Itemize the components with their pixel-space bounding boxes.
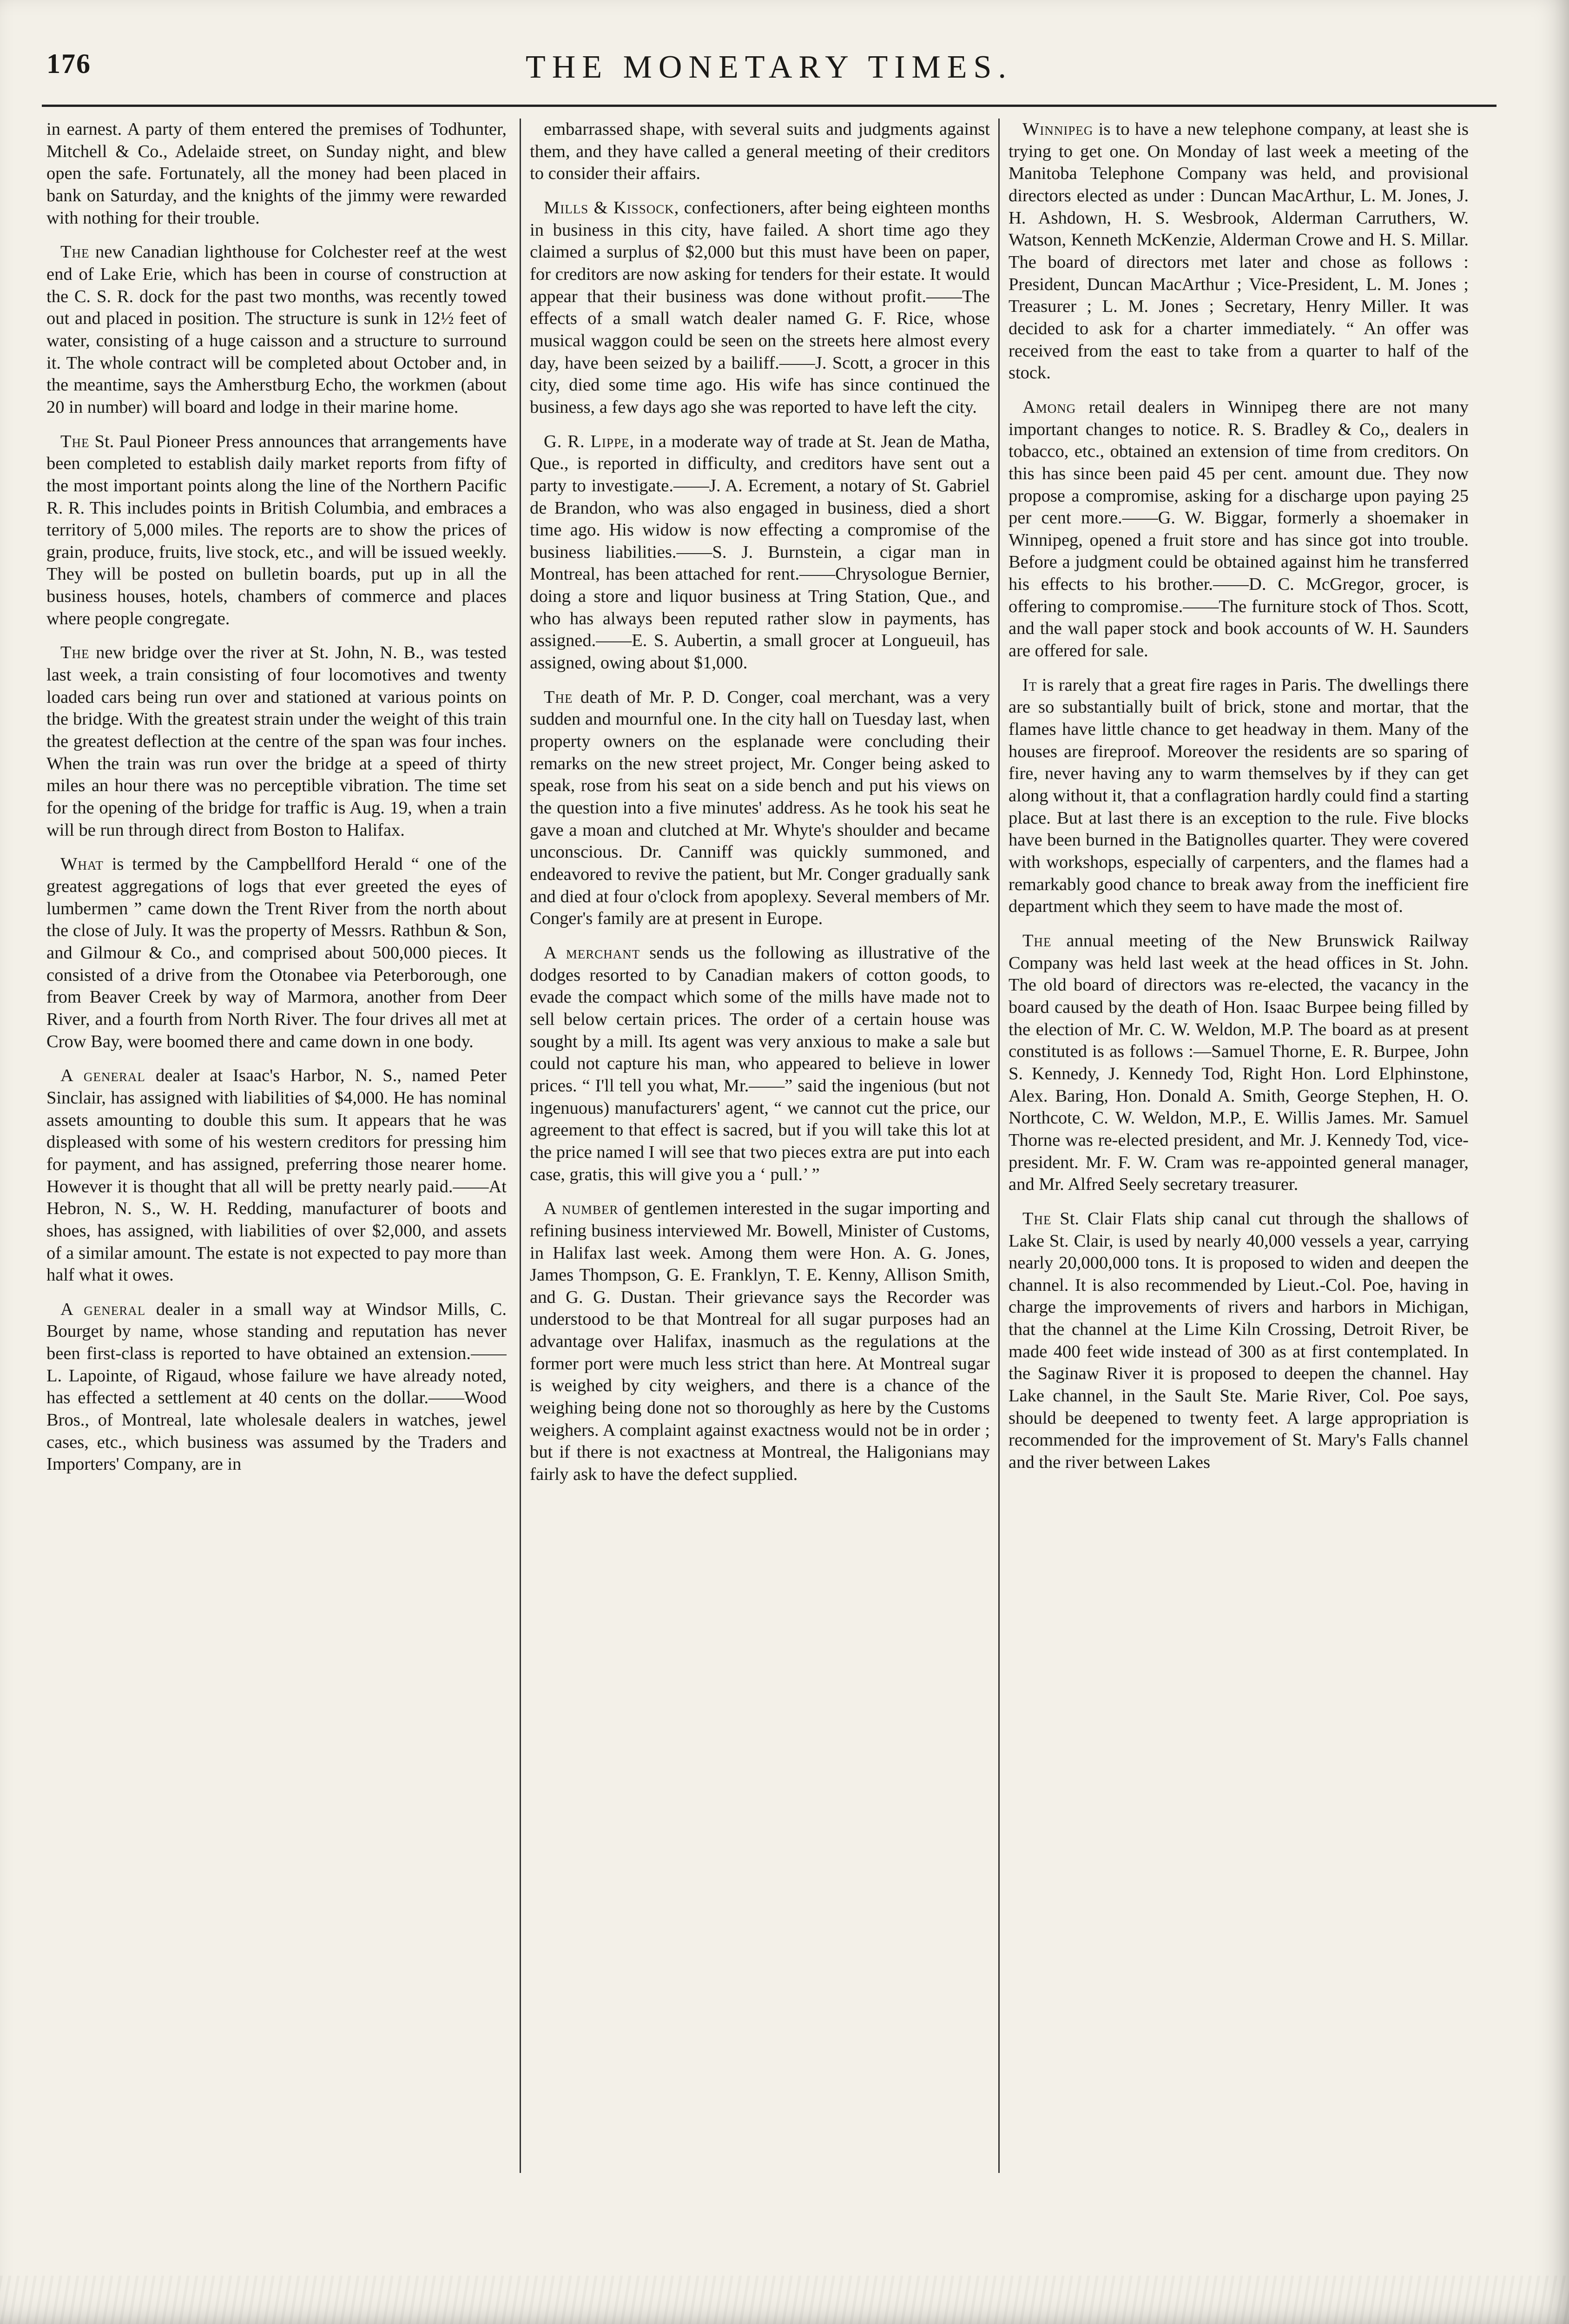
page-header <box>42 44 1496 100</box>
paragraph-text: death of Mr. P. D. Conger, coal merchant, was a very sudden and mournful one. In the city hall on Tuesday last, when property owners on the esplanade were concluding their remarks on the new street project, Mr. Conger being asked to speak, rose from his seat on a side bench and put his views on the question into a five minutes' address. As he took his seat he gave a moan and clutched at Mr. Whyte's shoulder and became unconscious. Dr. Canniff was quickly summoned, and endeavored to revive the patient, but Mr. Conger gradually sank and died at four o'clock from apoplexy. Several members of Mr. Conger's family are at present in Europe. <box>530 687 990 929</box>
article-paragraph <box>46 241 507 418</box>
paragraph-lead-word: G. R. Lippe, <box>544 431 635 451</box>
column-3 <box>1009 119 1469 2182</box>
article-paragraph <box>530 119 990 185</box>
paragraph-text: is to have a new telephone company, at least she is trying to get one. On Monday of last week a meeting of the Manitoba Telephone Company was held, and provisional directors elected as under : Duncan MacArthur, L. M. Jones, J. H. Ashdown, H. S. Wesbrook, Alderman Carruthers, W. Watson, Kenneth McKenzie, Alderman Crowe and H. S. Millar. The board of directors met later and chose as follows : President, Duncan MacArthur ; Vice-President, L. M. Jones ; Treasurer ; L. M. Jones ; Secretary, Henry Miller. It was decided to ask for a charter immediately. “ An offer was received from the east to take from a quarter to half of the stock. <box>1009 119 1469 383</box>
paragraph-lead-word: The <box>1022 931 1052 951</box>
paragraph-text: is rarely that a great fire rages in Paris. The dwellings there are so substantially built of brick, stone and mortar, that the flames have little chance to get headway in them. Many of the houses are fireproof. Moreover the residents are so sparing of fire, never having any to warm themselves by if they can get along without it, that a conflagration hardly could find a starting place. But at last there is an exception to the rule. Five blocks have been burned in the Batignolles quarter. They were covered with workshops, especially of carpenters, and the flames had a remarkably good chance to break away from the inefficient fire department which they seem to have made the most of. <box>1009 675 1469 917</box>
paragraph-lead-word: Mills & Kissock, <box>544 198 679 218</box>
paragraph-text: new bridge over the river at St. John, N. B., was tested last week, a train consisting of four locomotives and twenty loaded cars being run over and stationed at various points on the bridge. With the greatest strain under the weight of this train the greatest deflection at the centre of the span was four inches. When the train was run over the bridge at a speed of thirty miles an hour there was no perceptible vibration. The time set for the opening of the bridge for traffic is Aug. 19, when a train will be run through direct from Boston to Halifax. <box>46 643 507 840</box>
article-paragraph <box>530 687 990 930</box>
paragraph-text: embarrassed shape, with several suits and judgments against them, and they have called a general meeting of their creditors to consider their affairs. <box>530 119 990 184</box>
paragraph-lead-word: The <box>544 687 573 707</box>
paragraph-lead-word: A general <box>60 1299 146 1319</box>
paragraph-lead-word: Winnipeg <box>1022 119 1094 139</box>
article-paragraph <box>1009 930 1469 1196</box>
paragraph-text: in a moderate way of trade at St. Jean de Matha, Que., is reported in difficulty, and creditors have sent out a party to investigate.——J. A. Ecrement, a notary of St. Gabriel de Brandon, who was also engaged in business, died a short time ago. His widow is now effecting a compromise of the business liabilities.——S. J. Burnstein, a cigar man in Montreal, has been attached for rent.——Chrysologue Bernier, doing a store and liquor business at Tring Station, Que., and who has always been reputed rather slow in payments, has assigned.——E. S. Aubertin, a small grocer at Longueuil, has assigned, owing about $1,000. <box>530 431 990 673</box>
column-2 <box>530 119 990 2182</box>
article-paragraph <box>1009 1208 1469 1474</box>
article-paragraph <box>46 431 507 630</box>
article-paragraph <box>530 431 990 674</box>
paragraph-text: new Canadian lighthouse for Colchester reef at the west end of Lake Erie, which has been in course of construction at the C. S. R. dock for the past two months, was recently towed out and placed in position. The structure is sunk in 12½ feet of water, consisting of a huge caisson and a structure to surround it. The whole contract will be completed about October and, in the meantime, says the Amherstburg Echo, the workmen (about 20 in number) will board and lodge in their marine home. <box>46 242 507 417</box>
scan-edge-noise <box>0 2276 1569 2324</box>
article-paragraph <box>46 119 507 229</box>
paragraph-text: retail dealers in Winnipeg there are not many important changes to notice. R. S. Bradley & Co,, dealers in tobacco, etc., obtained an extension of time from creditors. On this has since been paid 45 per cent. amount due. They now propose a compromise, asking for a discharge upon paying 25 per cent more.——G. W. Biggar, formerly a shoemaker in Winnipeg, opened a fruit store and has since got into trouble. Before a judgment could be obtained against him he transferred his effects to his brother.——D. C. McGregor, grocer, is offering to compromise.——The furniture stock of Thos. Scott, and the wall paper stock and book accounts of W. H. Saunders are offered for sale. <box>1009 397 1469 661</box>
article-paragraph <box>46 1065 507 1287</box>
paragraph-lead-word: It <box>1022 675 1037 695</box>
masthead-title: THE MONETARY TIMES. <box>526 49 1013 85</box>
article-paragraph <box>1009 119 1469 384</box>
paragraph-text: is termed by the Campbellford Herald “ one of the greatest aggregations of logs that ever greeted the eyes of lumbermen ” came down the Trent River from the north about the close of July. It was the property of Messrs. Rathbun & Son, and Gilmour & Co., and comprised about 500,000 pieces. It consisted of a drive from the Otonabee via Peterborough, one from Beaver Creek by way of Marmora, another from Deer River, and a fourth from North River. The four drives all met at Crow Bay, were boomed there and came down in one body. <box>46 854 507 1051</box>
paragraph-text: sends us the following as illustrative of the dodges resorted to by Canadian makers of cotton goods, to evade the compact which some of the mills have made not to sell below certain prices. The order of a certain house was sought by a mill. Its agent was very anxious to make a sale but could not capture his man, who appeared to believe in lower prices. “ I'll tell you what, Mr.——” said the ingenious (but not ingenuous) manufacturers' agent, “ we cannot cut the price, our agreement to that effect is sacred, but if you will take this lot at the price named I will see that two pieces extra are put into each case, gratis, this will give you a ‘ pull.’ ” <box>530 943 990 1184</box>
header-rule <box>42 105 1496 107</box>
article-paragraph <box>530 197 990 419</box>
paragraph-text: dealer in a small way at Windsor Mills, C. Bourget by name, whose standing and reputation has never been first-class is reported to have obtained an extension.——L. Lapointe, of Rigaud, whose failure we have already noted, has effected a settlement at 40 cents on the dollar.——Wood Bros., of Montreal, late wholesale dealers in watches, jewel cases, etc., which business was assumed by the Traders and Importers' Company, are in <box>46 1299 507 1474</box>
paragraph-text: confectioners, after being eighteen months in business in this city, have failed. A short time ago they claimed a surplus of $2,000 but this must have been on paper, for creditors are now asking for tenders for their estate. It would appear that their business was done without profit.——The effects of a small watch dealer named G. F. Rice, whose musical waggon could be seen on the streets here almost every day, have been seized by a bailiff.——J. Scott, a grocer in this city, died some time ago. His wife has since continued the business, a few days ago she was reported to have left the city. <box>530 198 990 417</box>
paragraph-lead-word: The <box>1022 1208 1052 1228</box>
paragraph-text: annual meeting of the New Brunswick Railway Company was held last week at the head offices in St. John. The old board of directors was re-elected, the vacancy in the board caused by the death of Hon. Isaac Burpee being filled by the election of Mr. C. W. Weldon, M.P. The board as at present constituted is as follows :—Samuel Thorne, E. R. Burpee, John S. Kennedy, J. Kennedy Tod, Right Hon. Lord Elphinstone, Alex. Baring, Hon. Donald A. Smith, George Stephen, H. O. Northcote, C. W. Weldon, M.P., E. Willis James. Mr. Samuel Thorne was re-elected president, and Mr. J. Kennedy Tod, vice-president. Mr. F. W. Cram was re-appointed general manager, and Mr. Alfred Seely secretary treasurer. <box>1009 931 1469 1195</box>
paragraph-text: St. Clair Flats ship canal cut through the shallows of Lake St. Clair, is used by nearly 40,000 vessels a year, carrying nearly 20,000,000 tons. It is proposed to widen and deepen the channel. It is also recommended by Lieut.-Col. Poe, having in charge the improvements of rivers and harbors in Michigan, that the channel at the Lime Kiln Crossing, Detroit River, be made 400 feet wide instead of 300 as at first contemplated. In the Saginaw River it is proposed to deepen the channel. Hay Lake channel, in the Sault Ste. Marie River, Col. Poe says, should be deepened to twenty feet. A large appropriation is recommended for the improvement of St. Mary's Falls channel and the river between Lakes <box>1009 1208 1469 1472</box>
paragraph-text: of gentlemen interested in the sugar importing and refining business interviewed Mr. Bowell, Minister of Customs, in Halifax last week. Among them were Hon. A. G. Jones, James Thompson, G. E. Franklyn, T. E. Kenny, Allison Smith, and G. G. Dustan. Their grievance says the Recorder was understood to be that Montreal for all sugar purposes had an advantage over Halifax, inasmuch as the regulations at the former port were much less strict than here. At Montreal sugar is weighed by city weighers, and there is a chance of the weighing being done not so thoroughly as here by the Customs weighers. A complaint against exactness would not be in order ; but if there is not exactness at Montreal, the Haligonians may fairly ask to have the defect supplied. <box>530 1199 990 1485</box>
column-1 <box>46 119 507 2182</box>
article-paragraph <box>1009 396 1469 662</box>
paragraph-lead-word: The <box>60 643 90 663</box>
column-divider-1 <box>520 119 521 2173</box>
article-paragraph <box>46 1299 507 1476</box>
paragraph-lead-word: Among <box>1022 397 1076 417</box>
article-paragraph <box>46 853 507 1053</box>
article-paragraph <box>46 642 507 841</box>
article-paragraph <box>530 1198 990 1486</box>
page-number: 176 <box>46 48 91 79</box>
article-paragraph <box>1009 674 1469 918</box>
paragraph-lead-word: The <box>60 242 90 262</box>
paragraph-text: St. Paul Pioneer Press announces that arrangements have been completed to establish daily market reports from fifty of the most important points along the line of the Northern Pacific R. R. This includes points in British Columbia, and embraces a territory of 5,000 miles. The reports are to show the prices of grain, produce, fruits, live stock, etc., and will be issued weekly. They will be posted on bulletin boards, put up in all the business houses, hotels, chambers of commerce and places where people congregate. <box>46 431 507 628</box>
paragraph-lead-word: A merchant <box>544 943 640 963</box>
paragraph-text: dealer at Isaac's Harbor, N. S., named Peter Sinclair, has assigned with liabilities of $4,000. He has nominal assets amounting to double this sum. It appears that he was displeased with some of his western creditors for pressing him for payment, and has assigned, preferring those nearer home. However it is thought that all will be pretty nearly paid.——At Hebron, N. S., W. H. Redding, manufacturer of boots and shoes, has assigned, with liabilities of over $2,000, and assets of a similar amount. The estate is not expected to pay more than half what it owes. <box>46 1066 507 1285</box>
paragraph-lead-word: What <box>60 854 104 874</box>
paragraph-lead-word: The <box>60 431 90 451</box>
paragraph-text: in earnest. A party of them entered the premises of Todhunter, Mitchell & Co., Adelaide street, on Sunday night, and blew open the safe. Fortunately, all the money had been placed in bank on Saturday, and the knights of the jimmy were rewarded with nothing for their trouble. <box>46 119 507 228</box>
paragraph-lead-word: A number <box>544 1199 619 1219</box>
paragraph-lead-word: A general <box>60 1066 145 1086</box>
column-divider-2 <box>998 119 1000 2173</box>
article-paragraph <box>530 942 990 1186</box>
